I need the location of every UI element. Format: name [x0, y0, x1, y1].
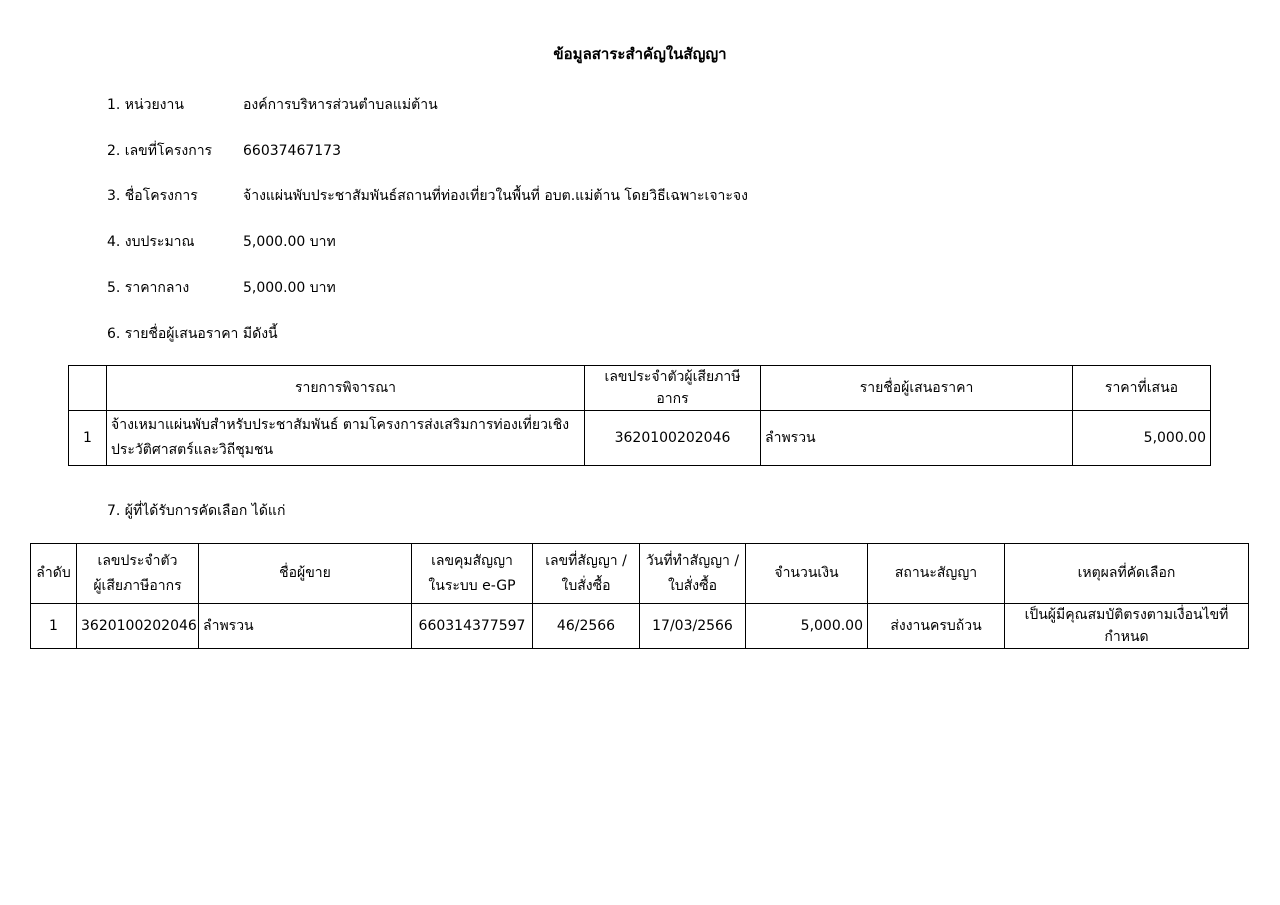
- info-label: 4. งบประมาณ: [107, 234, 195, 250]
- info-row-median-price: [107, 277, 336, 299]
- cell-no: 1: [31, 604, 77, 649]
- cell-seller: ลำพรวน: [199, 604, 412, 649]
- cell-price: 5,000.00: [1073, 411, 1211, 466]
- cell-tax-id: 3620100202046: [585, 411, 761, 466]
- document-title: ข้อมูลสาระสำคัญในสัญญา: [553, 45, 727, 63]
- header-control-line2: ในระบบ e-GP: [428, 577, 516, 594]
- header-control-line1: เลขคุมสัญญา: [431, 552, 513, 569]
- cell-item-line1: จ้างเหมาแผ่นพับสำหรับประชาสัมพันธ์ ตามโครงการส่งเสริมการท่องเที่ยวเชิง: [111, 417, 570, 433]
- info-value: 5,000.00 บาท: [243, 234, 336, 250]
- cell-control-no: 660314377597: [412, 604, 533, 649]
- cell-bidder: ลำพรวน: [761, 411, 1073, 466]
- header-tax-id-line1: เลขประจำตัว: [97, 552, 178, 569]
- info-row-agency: [107, 94, 438, 116]
- header-reason: เหตุผลที่คัดเลือก: [1005, 544, 1249, 604]
- cell-item-line2: ประวัติศาสตร์และวิถีชุมชน: [111, 442, 274, 458]
- info-label: 5. ราคากลาง: [107, 280, 190, 296]
- table-header-row: [69, 366, 1211, 411]
- info-row-project-name: [107, 185, 748, 207]
- info-value: จ้างแผ่นพับประชาสัมพันธ์สถานที่ท่องเที่ยวในพื้นที่ อบต.แม่ต้าน โดยวิธีเฉพาะเจาะจง: [243, 188, 748, 204]
- header-date: [640, 544, 746, 604]
- table-row: [31, 604, 1249, 649]
- header-contract-no: [533, 544, 640, 604]
- cell-no: 1: [69, 411, 107, 466]
- info-label: 3. ชื่อโครงการ: [107, 188, 198, 204]
- cell-tax-id: 3620100202046: [77, 604, 199, 649]
- info-label: 1. หน่วยงาน: [107, 97, 184, 113]
- table-header-row: [31, 544, 1249, 604]
- cell-contract-no: 46/2566: [533, 604, 640, 649]
- table-row: [69, 411, 1211, 466]
- info-value: 66037467173: [243, 143, 341, 159]
- header-bidder: รายชื่อผู้เสนอราคา: [761, 366, 1073, 411]
- header-no: ลำดับ: [31, 544, 77, 604]
- header-item: รายการพิจารณา: [107, 366, 585, 411]
- header-amount: จำนวนเงิน: [746, 544, 868, 604]
- cell-amount: 5,000.00: [746, 604, 868, 649]
- header-blank: [69, 366, 107, 411]
- section6-title: 6. รายชื่อผู้เสนอราคา มีดังนี้: [107, 326, 278, 342]
- header-status: สถานะสัญญา: [868, 544, 1005, 604]
- header-date-line1: วันที่ทำสัญญา /: [645, 552, 740, 569]
- info-label: 2. เลขที่โครงการ: [107, 143, 213, 159]
- cell-status: ส่งงานครบถ้วน: [868, 604, 1005, 649]
- info-value: องค์การบริหารส่วนตำบลแม่ต้าน: [243, 97, 438, 113]
- section7-title: 7. ผู้ที่ได้รับการคัดเลือก ได้แก่: [107, 503, 286, 519]
- selected-table: [30, 543, 1249, 649]
- bidders-table: [68, 365, 1211, 466]
- header-control-no: [412, 544, 533, 604]
- info-row-budget: [107, 231, 336, 253]
- info-row-project-number: [107, 140, 341, 162]
- cell-date: 17/03/2566: [640, 604, 746, 649]
- cell-reason: เป็นผู้มีคุณสมบัติตรงตามเงื่อนไขที่กำหนด: [1005, 604, 1249, 649]
- header-price: ราคาที่เสนอ: [1073, 366, 1211, 411]
- cell-item: [107, 411, 585, 466]
- header-tax-id: เลขประจำตัวผู้เสียภาษีอากร: [585, 366, 761, 411]
- header-tax-id: [77, 544, 199, 604]
- header-tax-id-line2: ผู้เสียภาษีอากร: [93, 577, 182, 594]
- header-seller: ชื่อผู้ขาย: [199, 544, 412, 604]
- header-contract-line1: เลขที่สัญญา /: [545, 552, 627, 569]
- header-date-line2: ใบสั่งซื้อ: [667, 577, 717, 594]
- header-contract-line2: ใบสั่งซื้อ: [561, 577, 611, 594]
- info-value: 5,000.00 บาท: [243, 280, 336, 296]
